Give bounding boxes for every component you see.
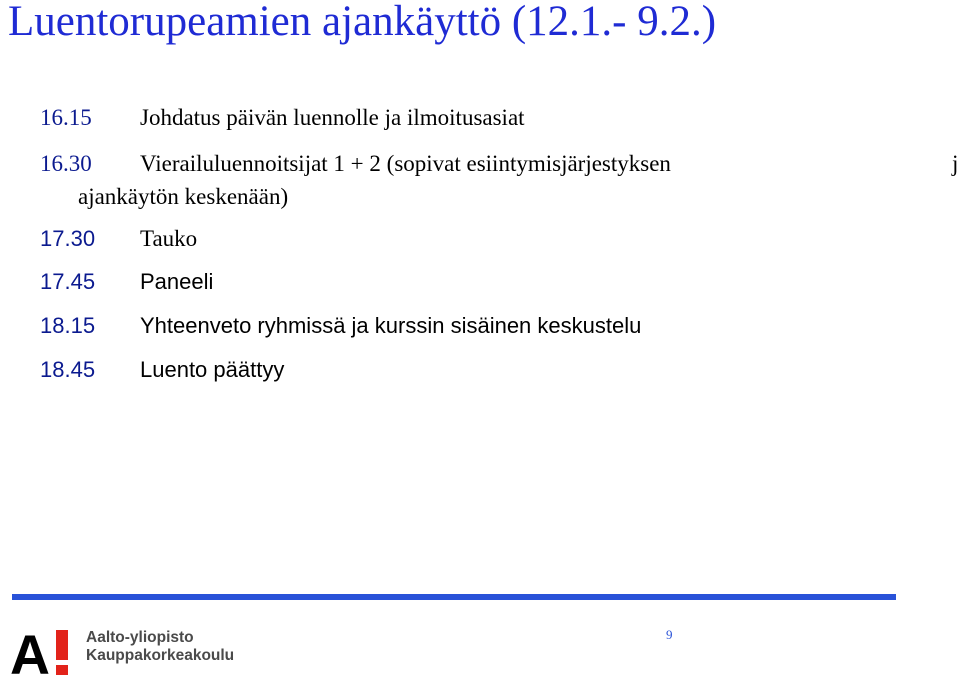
footer-divider	[12, 594, 896, 600]
schedule-text: Vierailuluennoitsijat 1 + 2 (sopivat esiintymisjärjestyksen	[140, 151, 671, 176]
slide-title: Luentorupeamien ajankäyttö (12.1.- 9.2.)	[8, 0, 717, 45]
org-school: Kauppakorkeakoulu	[86, 647, 235, 664]
page-number: 9	[666, 627, 673, 642]
schedule-time: 17.30	[40, 226, 96, 251]
aalto-logo-icon	[10, 628, 72, 676]
schedule-text: Luento päättyy	[140, 357, 285, 382]
schedule-time: 18.15	[40, 313, 96, 338]
org-name: Aalto-yliopisto	[86, 629, 194, 646]
schedule-text: Yhteenveto ryhmissä ja kurssin sisäinen keskustelu	[140, 313, 642, 338]
schedule-time: 16.15	[40, 105, 92, 130]
schedule-text: Paneeli	[140, 269, 214, 294]
schedule-time: 17.45	[40, 269, 96, 294]
schedule-time: 16.30	[40, 151, 92, 176]
schedule-text-continuation: ajankäytön keskenään)	[78, 184, 289, 209]
svg-text:A: A	[10, 628, 50, 676]
schedule-time: 18.45	[40, 357, 96, 382]
schedule-text: Tauko	[140, 226, 198, 251]
clipped-text-fragment: j	[952, 151, 959, 176]
schedule-text: Johdatus päivän luennolle ja ilmoitusasiat	[140, 105, 525, 130]
